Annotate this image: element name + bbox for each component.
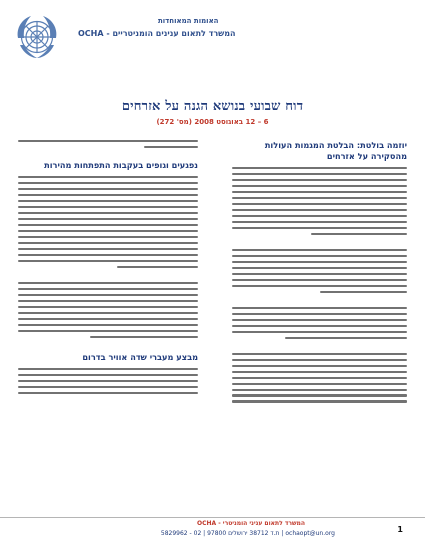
paragraph-4: [232, 353, 407, 403]
footer-contact: ת.ד 38712 ירושלים 97800 | 02 - 5829962 | ochaopt@un.org: [160, 530, 335, 537]
left-column: [18, 140, 198, 397]
footer-divider: [0, 517, 425, 518]
org-name-top: האומות המאוחדות: [158, 17, 219, 25]
section-heading-highlight: יוזמה בולטת: הבלטת המגמות העולות מהסקירה על אזרחים: [264, 140, 407, 161]
paragraph-7: [18, 368, 198, 394]
paragraph-3: [232, 307, 407, 339]
report-title: דוח שבועי בנושא הגנה על אזרחים: [121, 99, 304, 114]
paragraph-5: [18, 176, 198, 268]
org-masthead: [68, 17, 388, 59]
section-heading-casualties: נפגעים וגופים בעקבות התפתחות מהירות: [44, 159, 198, 170]
footer-org-name: המשרד לתאום עניני הומניטרי - OCHA: [196, 520, 305, 527]
paragraph-intro: [18, 140, 198, 148]
org-name-main: המשרד לתאום ענינים הומניטריים - OCHA: [78, 29, 236, 38]
paragraph-1: [232, 167, 407, 235]
paragraph-6: [18, 282, 198, 338]
un-emblem-icon: [12, 12, 62, 62]
section-heading-airport: מבצע מעברי שדה אוויר בדרום: [82, 351, 198, 362]
paragraph-2: [232, 249, 407, 293]
report-dates: 6 – 12 באוגוסט 2008 (מס' 272): [156, 118, 269, 126]
right-column: [232, 140, 407, 406]
page-number: 1: [397, 525, 403, 534]
